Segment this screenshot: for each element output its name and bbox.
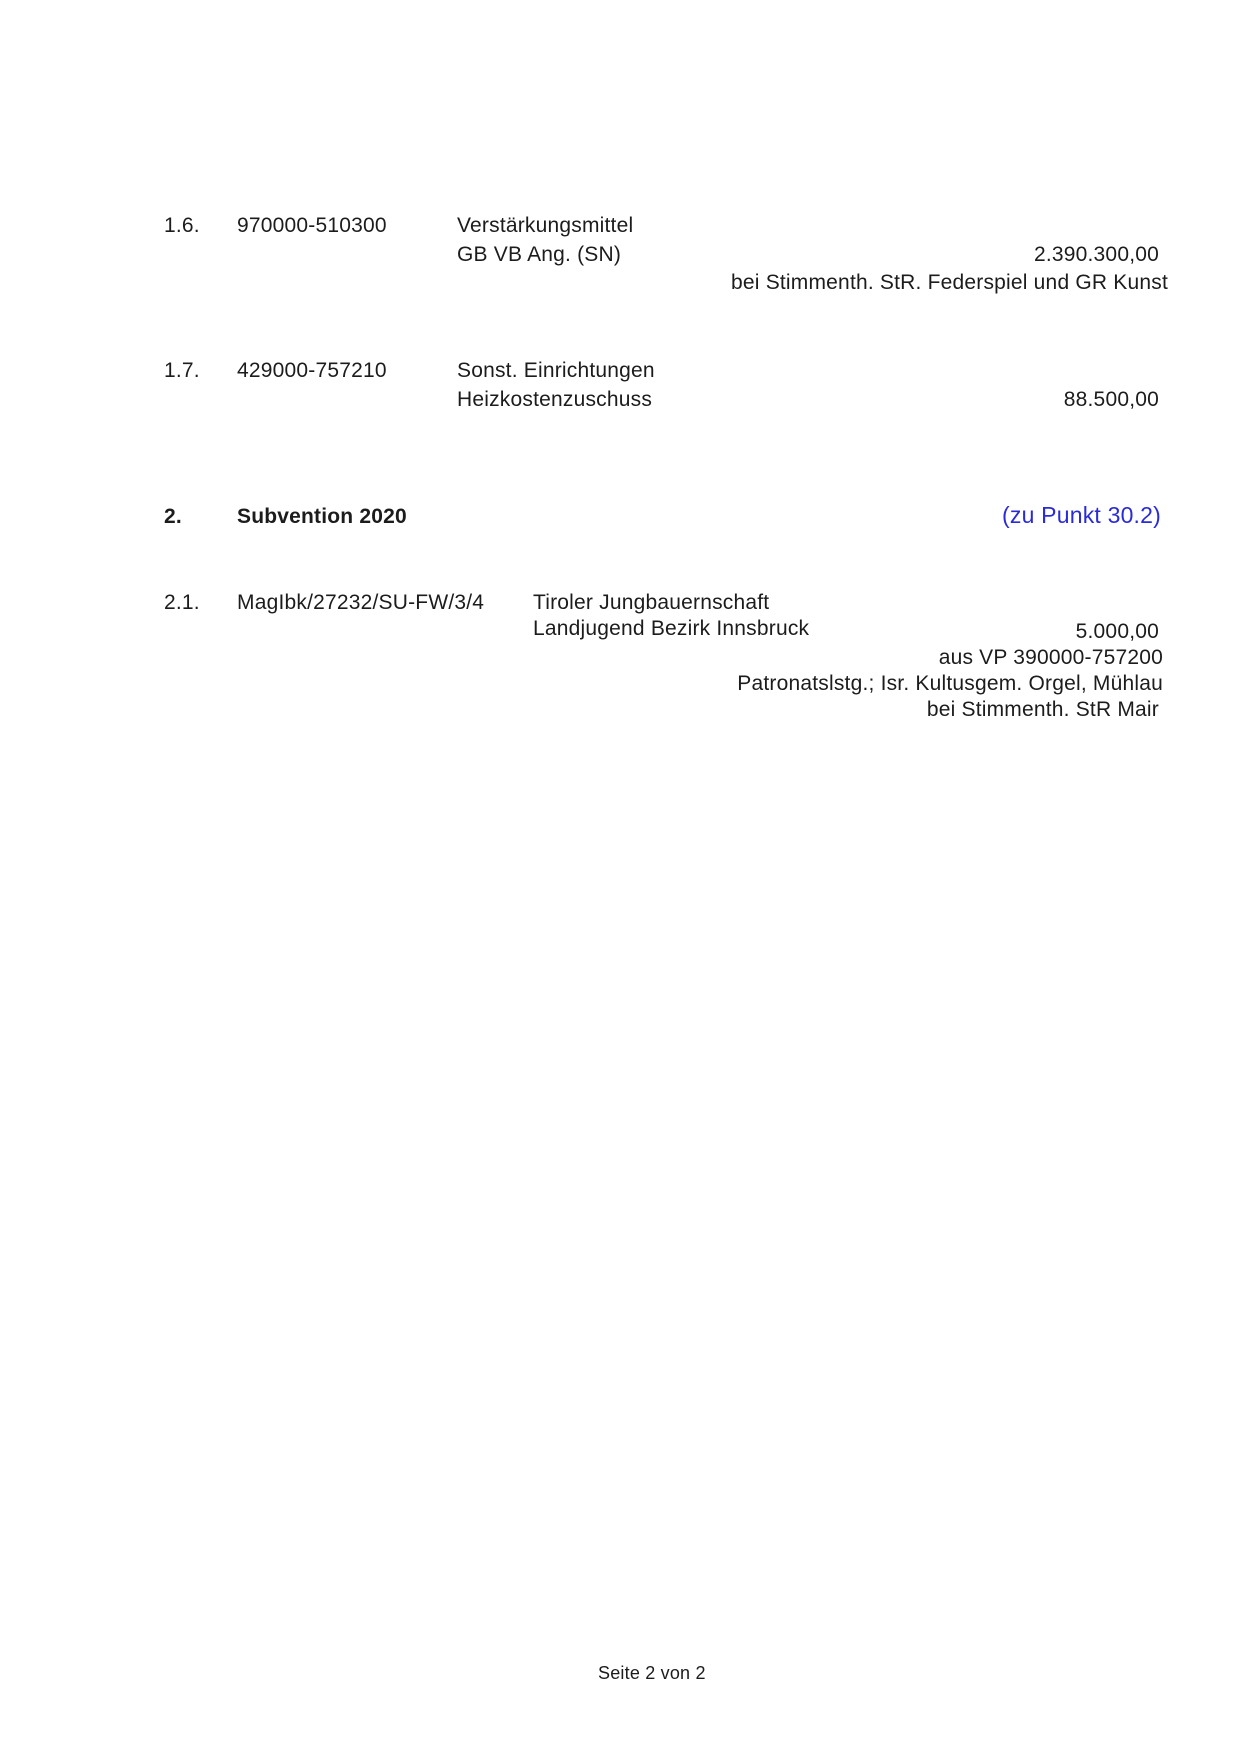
item-subtitle: GB VB Ang. (SN) [457, 243, 622, 266]
item-note: Patronatslstg.; Isr. Kultusgem. Orgel, Mühlau [737, 672, 1163, 695]
item-note: aus VP 390000-757200 [938, 646, 1163, 669]
item-amount: 2.390.300,00 [1033, 243, 1159, 266]
item-number: 2.1. [164, 591, 200, 614]
section-number: 2. [164, 505, 182, 528]
item-subtitle: Heizkostenzuschuss [457, 388, 653, 411]
item-title: Verstärkungsmittel [457, 214, 634, 237]
section-reference-link[interactable]: (zu Punkt 30.2) [1002, 502, 1161, 528]
account-number: 429000-757210 [237, 359, 387, 382]
page-footer: Seite 2 von 2 [598, 1663, 706, 1683]
item-number: 1.7. [164, 359, 200, 382]
item-number: 1.6. [164, 214, 200, 237]
item-note: bei Stimmenth. StR. Federspiel und GR Kunst [731, 271, 1168, 294]
account-number: MagIbk/27232/SU-FW/3/4 [237, 591, 485, 614]
account-number: 970000-510300 [237, 214, 387, 237]
item-subtitle: Landjugend Bezirk Innsbruck [533, 617, 810, 640]
section-title: Subvention 2020 [237, 505, 407, 528]
item-title: Sonst. Einrichtungen [457, 359, 655, 382]
item-title: Tiroler Jungbauernschaft [533, 591, 770, 614]
item-note: bei Stimmenth. StR Mair [926, 698, 1159, 721]
item-amount: 88.500,00 [1063, 388, 1159, 411]
item-amount: 5.000,00 [1075, 620, 1159, 643]
